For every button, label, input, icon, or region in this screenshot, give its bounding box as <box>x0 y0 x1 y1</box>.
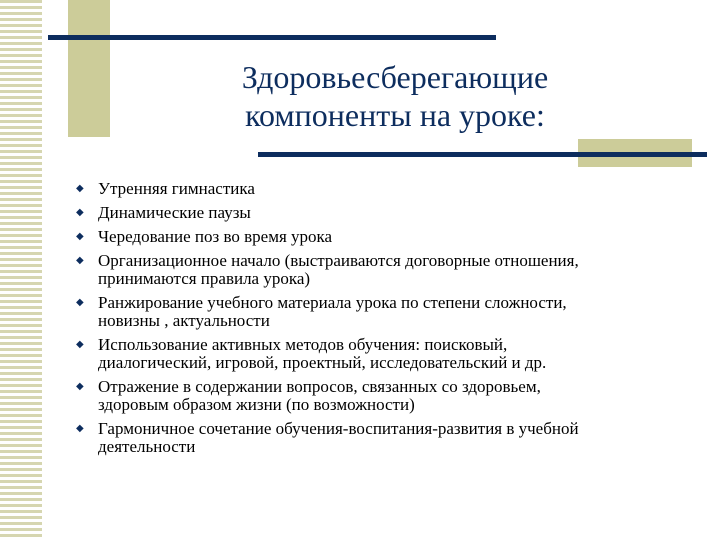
slide-title-line-2: компоненты на уроке: <box>245 97 545 133</box>
list-item <box>74 252 674 288</box>
diamond-bullet-icon: ◆ <box>76 339 84 350</box>
decorative-block-top <box>68 0 110 137</box>
diamond-bullet-icon: ◆ <box>76 423 84 434</box>
diamond-bullet-icon: ◆ <box>76 231 84 242</box>
diamond-bullet-icon: ◆ <box>76 183 84 194</box>
diamond-bullet-icon: ◆ <box>76 381 84 392</box>
list-item <box>74 228 674 246</box>
list-item-text: Утренняя гимнастика <box>98 179 255 198</box>
list-item-text-line-1: Ранжирование учебного материала урока по степени сложности, <box>98 293 567 312</box>
list-item-text-line-1: Отражение в содержании вопросов, связанных со здоровьем, <box>98 377 541 396</box>
list-item-text-line-1: Организационное начало (выстраиваются договорные отношения, <box>98 251 579 270</box>
list-item <box>74 204 674 222</box>
list-item <box>74 180 674 198</box>
list-item-text: Чередование поз во время урока <box>98 227 333 246</box>
list-item <box>74 294 674 330</box>
list-item-text-line-2: новизны , актуальности <box>98 311 270 330</box>
list-item <box>74 420 674 456</box>
list-item-text: Динамические паузы <box>98 203 251 222</box>
list-item-text-line-1: Гармоничное сочетание обучения-воспитания-развития в учебной <box>98 419 579 438</box>
list-item <box>74 336 674 372</box>
title-rule-bottom <box>258 152 707 157</box>
list-item-text-line-2: диалогический, игровой, проектный, исследовательский и др. <box>98 353 547 372</box>
diamond-bullet-icon: ◆ <box>76 297 84 308</box>
list-item-text-line-2: принимаются правила урока) <box>98 269 311 288</box>
list-item-text-line-1: Использование активных методов обучения: поисковый, <box>98 335 508 354</box>
list-item <box>74 378 674 414</box>
list-item-text-line-2: здоровым образом жизни (по возможности) <box>98 395 415 414</box>
list-item-text-line-2: деятельности <box>98 437 196 456</box>
diamond-bullet-icon: ◆ <box>76 255 84 266</box>
slide-title <box>180 58 610 134</box>
slide-title-line-1: Здоровьесберегающие <box>241 59 549 95</box>
diamond-bullet-icon: ◆ <box>76 207 84 218</box>
title-rule-top <box>48 35 496 40</box>
bullet-list <box>74 180 674 462</box>
decorative-stripes <box>0 0 42 540</box>
